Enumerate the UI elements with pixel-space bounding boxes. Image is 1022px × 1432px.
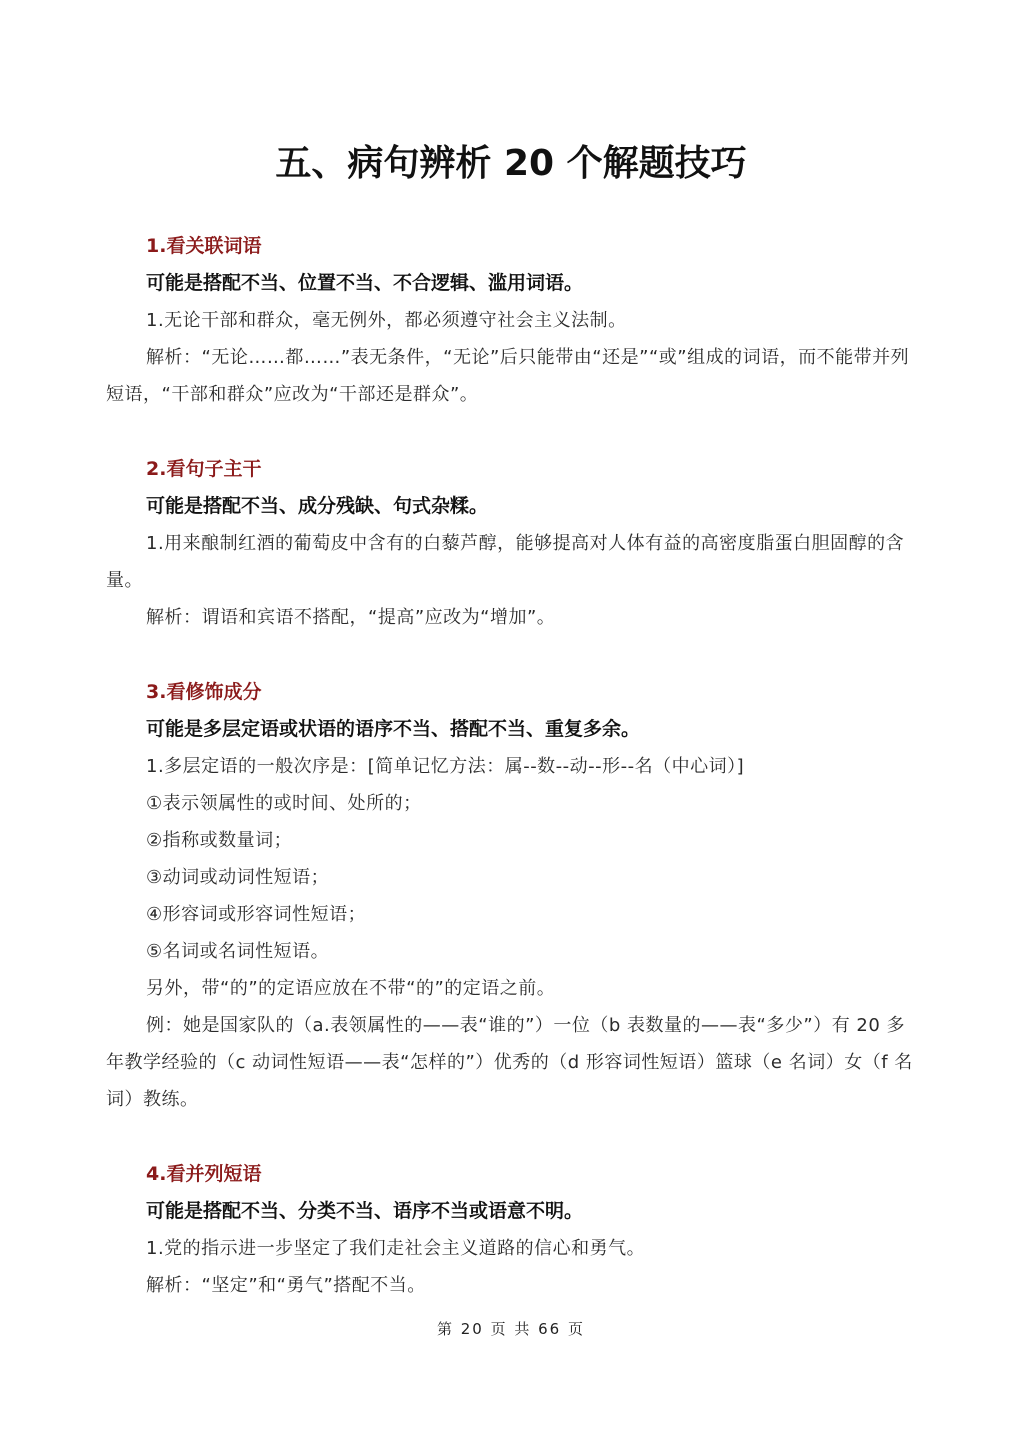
section-summary: 可能是多层定语或状语的语序不当、搭配不当、重复多余。: [146, 718, 641, 740]
section-heading: 2.看句子主干: [146, 458, 262, 480]
paragraph: 1.无论干部和群众，毫无例外，都必须遵守社会主义法制。: [146, 310, 627, 331]
section-summary: 可能是搭配不当、分类不当、语序不当或语意不明。: [146, 1200, 584, 1222]
page-number-footer: 第 20 页 共 66 页: [436, 1320, 585, 1338]
page-title: 五、病句辨析 20 个解题技巧: [275, 143, 747, 184]
list-item: ④形容词或形容词性短语；: [146, 904, 367, 925]
section-summary: 可能是搭配不当、位置不当、不合逻辑、滥用词语。: [146, 272, 584, 294]
section-4: [106, 1156, 918, 1304]
section-summary: 可能是搭配不当、成分残缺、句式杂糅。: [146, 495, 489, 517]
section-heading: 3.看修饰成分: [146, 681, 262, 703]
section-heading: 1.看关联词语: [146, 235, 262, 257]
section-3: [106, 674, 918, 1118]
list-item: ②指称或数量词；: [146, 830, 293, 851]
section-1: [106, 228, 918, 413]
paragraph: 解析：谓语和宾语不搭配，“提高”应改为“增加”。: [146, 607, 556, 628]
content-body: [106, 228, 918, 1342]
list-item: ③动词或动词性短语；: [146, 867, 330, 888]
section-heading: 4.看并列短语: [146, 1163, 262, 1185]
paragraph: 例：她是国家队的（a.表领属性的——表“谁的”）一位（b 表数量的——表“多少”）有 20 多年教学经验的（c 动词性短语——表“怎样的”）优秀的（d 形容词性短语）篮球（e 名词）女（f 名词）教练。: [106, 1015, 913, 1110]
paragraph: 解析：“坚定”和“勇气”搭配不当。: [146, 1275, 426, 1296]
paragraph: 另外，带“的”的定语应放在不带“的”的定语之前。: [146, 978, 556, 999]
paragraph: 1.多层定语的一般次序是：[简单记忆方法：属--数--动--形--名（中心词）]: [146, 756, 745, 777]
list-item: ⑤名词或名词性短语。: [146, 941, 330, 962]
list-item: ①表示领属性的或时间、处所的；: [146, 793, 422, 814]
paragraph: 解析：“无论……都……”表无条件，“无论”后只能带由“还是”“或”组成的词语，而不能带并列短语，“干部和群众”应改为“干部还是群众”。: [106, 347, 910, 405]
paragraph: 1.用来酿制红酒的葡萄皮中含有的白藜芦醇，能够提高对人体有益的高密度脂蛋白胆固醇的含量。: [106, 533, 905, 591]
paragraph: 1.党的指示进一步坚定了我们走社会主义道路的信心和勇气。: [146, 1238, 646, 1259]
section-2: [106, 451, 918, 636]
